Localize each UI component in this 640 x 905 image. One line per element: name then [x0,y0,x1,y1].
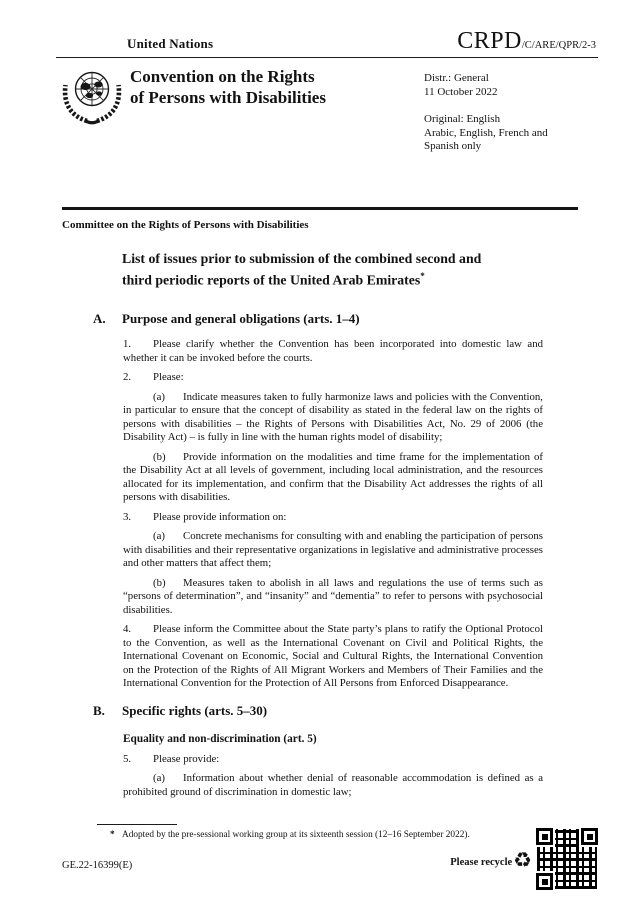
title-footnote-marker: * [420,270,425,281]
footnote-separator [97,824,177,825]
document-code: GE.22-16399(E) [62,860,133,871]
recycle-notice [430,848,532,873]
footnote-marker: * [110,830,115,840]
document-title [122,250,572,289]
paragraph-text: Please provide information on: [153,510,287,523]
qr-finder-bottom-left [536,873,553,890]
document-symbol-suffix: /C/ARE/QPR/2-3 [521,40,596,51]
subparagraph-label: (a) [153,530,165,542]
org-name: United Nations [127,36,214,51]
subparagraph-label: (b) [153,576,166,589]
paragraph-text: Concrete mechanisms for consulting with and enabling the participation of persons with disabilities and their representative organizations in legislative and administrative processes and other matters that affect them; [123,530,543,569]
original-language-line: Original: English [424,113,501,125]
un-emblem-icon [59,61,125,127]
section-divider [62,207,578,210]
paragraph-number: 5. [123,752,132,765]
document-symbol [457,28,596,55]
paragraph-5 [123,753,543,767]
date-line: 11 October 2022 [424,85,498,98]
masthead-title-line1: Convention on the Rights [130,67,315,86]
recycle-icon: ♻ [513,848,532,872]
paragraph-text: Please clarify whether the Convention has been incorporated into domestic law and whether it can be invoked before the courts. [123,338,543,364]
paragraph-text: Information about whether denial of reasonable accommodation is defined as a prohibited ground of discrimination in domestic law; [123,772,543,798]
paragraph-text: Please: [153,371,184,383]
distribution-block [424,72,548,154]
paragraph-text: Provide information on the modalities and time frame for the implementation of the Disability Act at all levels of government, including local administration, and the resources allocated for its implementation, and confirm that the Disability Act addresses the rights of all persons with disabilities. [123,450,543,503]
paragraph-4 [123,623,543,691]
section-letter: B. [93,702,105,718]
paragraph-2b [123,451,543,505]
paragraph-5a [123,772,543,799]
paragraph-number: 2. [123,371,132,383]
paragraph-3b [123,577,543,618]
section-heading-text: Purpose and general obligations (arts. 1–4) [122,311,360,326]
paragraph-3a [123,530,543,571]
document-body [93,311,543,805]
section-b-heading [93,703,543,719]
paragraph-2 [123,371,543,385]
paragraph-3 [123,511,543,525]
document-symbol-main: CRPD [457,28,522,54]
subparagraph-label: (a) [153,772,165,784]
paragraph-1 [123,338,543,365]
footnote [97,830,527,841]
paragraph-text: Measures taken to abolish in all laws and regulations the use of terms such as “persons of determination”, and “insanity” and “dementia” to refer to persons with psychosocial disabilities. [123,576,543,616]
subparagraph-label: (a) [153,390,165,403]
document-title-line1: List of issues prior to submission of the combined second and [122,251,482,266]
masthead-title-line2: of Persons with Disabilities [130,88,326,107]
paragraph-number: 1. [123,338,132,350]
paragraph-2a [123,391,543,445]
distribution-line: Distr.: General [424,72,489,84]
paragraph-text: Indicate measures taken to fully harmonize laws and policies with the Convention, in particular to ensure that the concept of disability as stated in the federal law on the rights of persons with disabilities – the Rights of Persons with Disabilities Act, No. 29 of 2006 (the Disability Act) – is fully in line with the human rights model of disability; [123,390,543,443]
qr-finder-top-left [536,828,553,845]
qr-code-icon [536,828,598,890]
section-a-heading [93,311,543,327]
article-subheading: Equality and non-discrimination (art. 5) [123,732,317,745]
paragraph-text: Please inform the Committee about the State party’s plans to ratify the Optional Protocol to the Convention, as well as the International Covenant on Civil and Political Rights, the International Covenant on Economic, Social and Cultural Rights, the International Convention on the Protection of the Rights of All Migrant Workers and Members of Their Families and the International Convention for the Protection of All Persons from Enforced Disappearance. [123,623,543,689]
recycle-label: Please recycle [450,857,513,868]
paragraph-text: Please provide: [153,752,220,765]
masthead-title [130,66,326,108]
footnote-text: Adopted by the pre-sessional working group at its sixteenth session (12–16 September 2022). [122,830,470,840]
paragraph-number: 3. [123,510,132,523]
committee-name: Committee on the Rights of Persons with Disabilities [62,219,309,231]
document-title-line2: third periodic reports of the United Arab Emirates* [122,270,425,288]
section-letter: A. [93,311,106,326]
section-heading-text: Specific rights (arts. 5–30) [122,702,268,718]
languages-line2: Spanish only [424,140,482,152]
qr-finder-top-right [581,828,598,845]
subparagraph-label: (b) [153,450,166,463]
header-divider [56,57,598,58]
languages-line1: Arabic, English, French and [424,126,548,139]
paragraph-number: 4. [123,623,132,635]
